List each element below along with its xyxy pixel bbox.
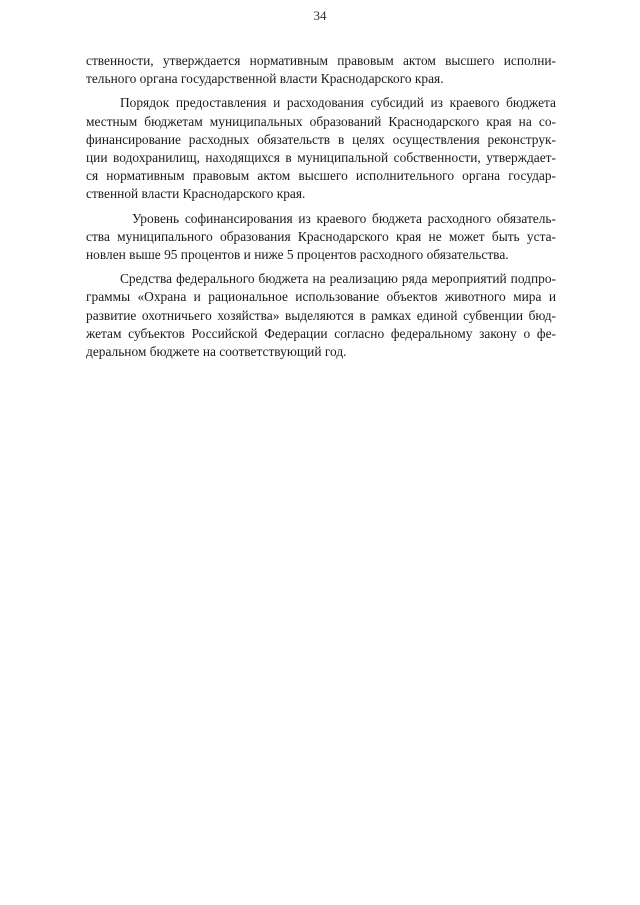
text-line: жетам субъектов Российской Федерации согласно федеральному закону о фе-: [86, 325, 556, 341]
paragraph-3: [86, 210, 556, 265]
text-line: ся нормативным правовым актом высшего исполнительного органа государ-: [86, 168, 556, 184]
text-line: развитие охотничьего хозяйства» выделяются в рамках единой субвенции бюд-: [86, 307, 556, 323]
text-line: ственности, утверждается нормативным правовым актом высшего исполни-: [86, 53, 556, 68]
text-line: Средства федерального бюджета на реализацию ряда мероприятий подпро-: [120, 271, 556, 287]
text-line: ства муниципального образования Краснодарского края не может быть уста-: [86, 228, 556, 244]
document-body: [86, 52, 556, 367]
text-line: местным бюджетам муниципальных образований Краснодарского края на со-: [86, 113, 556, 129]
text-line: ственной власти Краснодарского края.: [86, 186, 306, 202]
text-line: тельного органа государственной власти Краснодарского края.: [86, 71, 444, 87]
text-line: Порядок предоставления и расходования субсидий из краевого бюджета: [120, 95, 556, 111]
text-line: граммы «Охрана и рациональное использование объектов животного мира и: [86, 289, 556, 305]
paragraph-2: [86, 94, 556, 203]
paragraph-1: [86, 52, 556, 88]
page-number: 34: [313, 8, 327, 23]
text-line: Уровень софинансирования из краевого бюджета расходного обязатель-: [132, 210, 556, 226]
paragraph-4: [86, 270, 556, 361]
text-line: ции водохранилищ, находящихся в муниципальной собственности, утверждает-: [86, 150, 556, 166]
text-line: деральном бюджете на соответствующий год.: [86, 344, 347, 360]
text-line: новлен выше 95 процентов и ниже 5 процентов расходного обязательства.: [86, 247, 509, 263]
text-line: финансирование расходных обязательств в целях осуществления реконструк-: [86, 131, 556, 147]
